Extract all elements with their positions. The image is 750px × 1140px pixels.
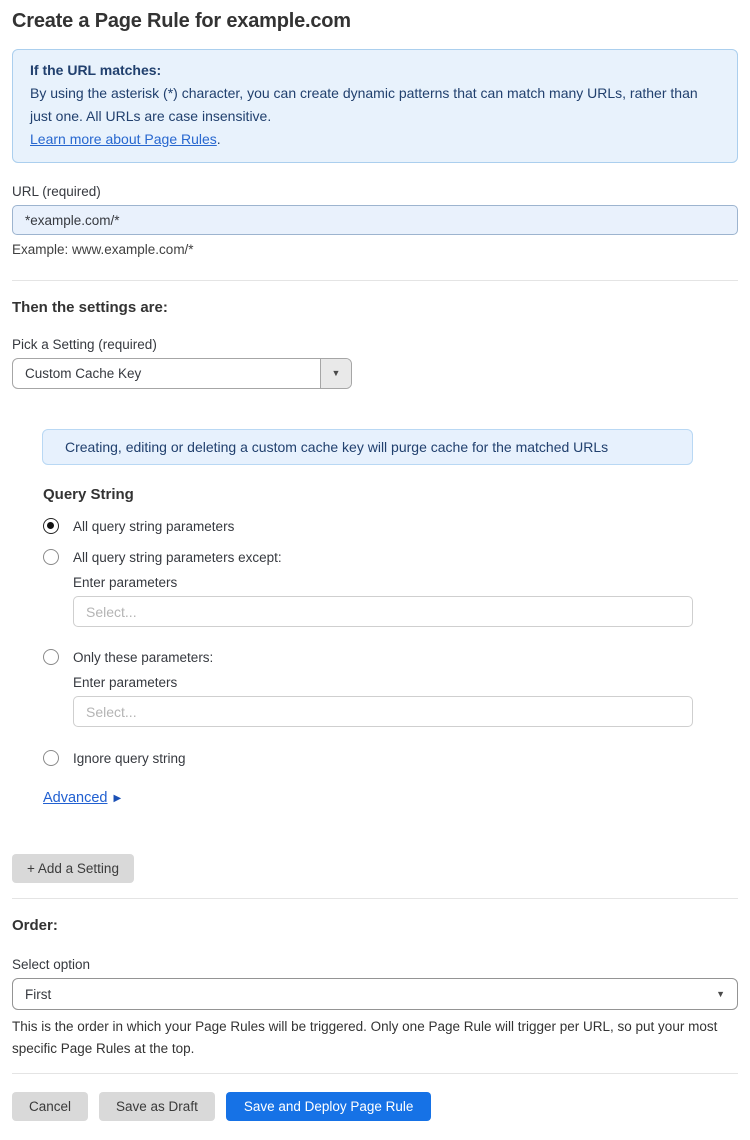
add-setting-button[interactable]: + Add a Setting [12, 854, 134, 883]
radio-button[interactable] [43, 649, 59, 665]
page-title: Create a Page Rule for example.com [12, 10, 351, 32]
cancel-button[interactable]: Cancel [12, 1092, 88, 1121]
radio-label: All query string parameters [73, 518, 235, 534]
radio-button-selected[interactable] [43, 518, 59, 534]
info-box-body: By using the asterisk (*) character, you can create dynamic patterns that can match many URLs, rather than just one. All URLs are case insensitive. [30, 85, 698, 124]
radio-option-all-params[interactable] [43, 518, 738, 534]
except-params-group [73, 575, 738, 627]
setting-select[interactable] [12, 358, 352, 389]
radio-button[interactable] [43, 549, 59, 565]
radio-option-all-except[interactable] [43, 549, 738, 565]
order-select[interactable] [12, 978, 738, 1010]
query-string-section [43, 486, 738, 766]
url-field-label: URL (required) [12, 184, 101, 199]
enter-parameters-label: Enter parameters [73, 675, 178, 690]
setting-select-cap[interactable] [320, 359, 351, 388]
dropdown-arrow-icon: ▼ [331, 368, 341, 378]
radio-option-only-these[interactable] [43, 649, 738, 665]
except-parameters-input[interactable] [73, 596, 693, 627]
query-string-heading: Query String [43, 486, 134, 503]
setting-select-value: Custom Cache Key [25, 366, 142, 381]
url-match-info-box [12, 49, 738, 163]
radio-label: Only these parameters: [73, 649, 214, 665]
settings-heading: Then the settings are: [12, 299, 168, 316]
info-box-heading: If the URL matches: [30, 62, 162, 78]
only-parameters-input[interactable] [73, 696, 693, 727]
order-help-text: This is the order in which your Page Rules will be triggered. Only one Page Rule will trigger per URL, so put your most specific Page Rules at the top. [12, 1019, 718, 1056]
url-example-hint: Example: www.example.com/* [12, 242, 194, 257]
cache-key-notice: Creating, editing or deleting a custom cache key will purge cache for the matched URLs [42, 429, 693, 465]
radio-label: All query string parameters except: [73, 549, 282, 565]
info-link-suffix: . [216, 131, 221, 147]
footer-actions [12, 1092, 738, 1121]
order-heading: Order: [12, 917, 58, 934]
enter-parameters-label: Enter parameters [73, 575, 178, 590]
order-select-value: First [25, 986, 52, 1002]
only-params-group [73, 675, 738, 727]
order-select-label: Select option [12, 957, 91, 972]
create-page-rule-form [0, 10, 750, 1121]
radio-option-ignore[interactable] [43, 750, 738, 766]
radio-button[interactable] [43, 750, 59, 766]
divider [12, 280, 738, 281]
radio-label: Ignore query string [73, 750, 186, 766]
divider [12, 898, 738, 899]
info-link-row [30, 128, 720, 151]
save-draft-button[interactable]: Save as Draft [99, 1092, 215, 1121]
divider [12, 1073, 738, 1074]
advanced-arrow-icon: ▶ [113, 792, 122, 804]
dropdown-arrow-icon: ▼ [716, 988, 725, 999]
learn-more-link[interactable]: Learn more about Page Rules [30, 131, 217, 147]
advanced-toggle[interactable] [43, 790, 121, 806]
url-input[interactable] [12, 205, 738, 235]
save-deploy-button[interactable]: Save and Deploy Page Rule [226, 1092, 432, 1121]
pick-setting-label: Pick a Setting (required) [12, 337, 157, 352]
advanced-link[interactable]: Advanced [43, 790, 108, 806]
